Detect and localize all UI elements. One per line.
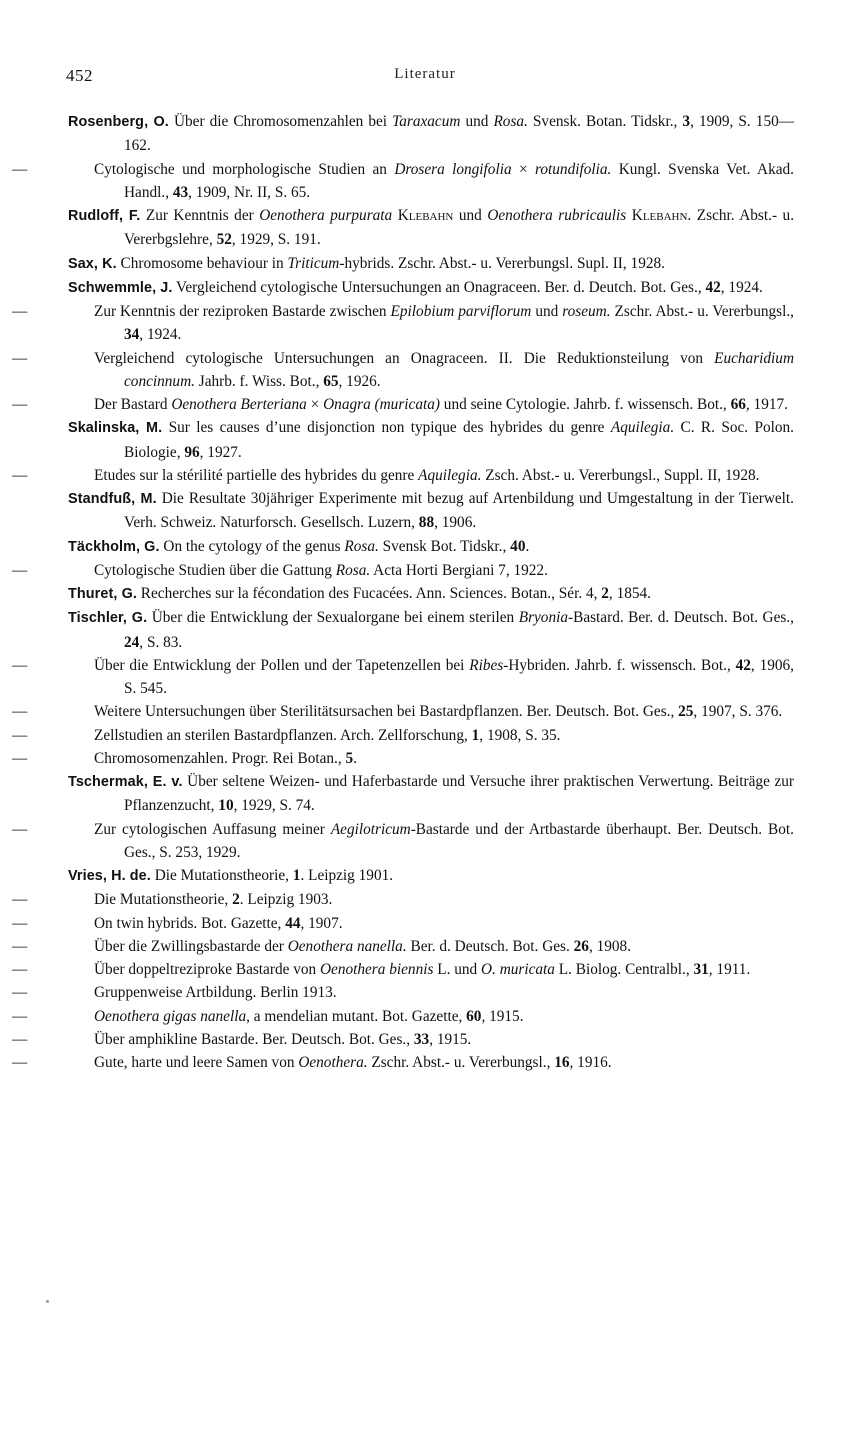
entry-citation: Oenothera gigas nanella, a mendelian mutant. Bot. Gazette, 60, 1915. xyxy=(94,1007,524,1025)
entry-author: Tschermak, E. v. xyxy=(68,774,183,790)
entry-citation: Über amphikline Bastarde. Ber. Deutsch. Bot. Ges., 33, 1915. xyxy=(94,1030,472,1048)
ditto-dash: — xyxy=(12,749,28,767)
ditto-dash: — xyxy=(12,937,28,955)
ditto-dash: — xyxy=(12,1007,28,1025)
scan-speck xyxy=(46,1300,49,1303)
entry-citation: Recherches sur la fécondation des Fucacées. Ann. Sciences. Botan., Sér. 4, 2, 1854. xyxy=(140,585,651,602)
bibliography-entry xyxy=(68,416,794,464)
bibliography-entry xyxy=(12,1051,794,1074)
bibliography-entry xyxy=(12,981,794,1004)
entry-author: Vries, H. de. xyxy=(68,868,151,884)
entry-citation: Über die Entwicklung der Sexualorgane bei einem sterilen Bryonia-Bastard. Ber. d. Deutsch. Bot. Ges., 24, S. 83. xyxy=(124,609,794,651)
ditto-dash: — xyxy=(12,466,28,484)
bibliography-entry xyxy=(12,158,794,205)
bibliography-entry xyxy=(12,958,794,981)
ditto-dash: — xyxy=(12,703,28,721)
entry-author: Standfuß, M. xyxy=(68,491,157,507)
entry-author: Sax, K. xyxy=(68,255,117,272)
entry-author: Thuret, G. xyxy=(68,586,137,602)
entry-citation: Weitere Untersuchungen über Sterilitätsursachen bei Bastardpflanzen. Ber. Deutsch. Bot. Ges., 25, 1907, S. 376. xyxy=(94,703,783,721)
ditto-dash: — xyxy=(12,561,28,579)
ditto-dash: — xyxy=(12,914,28,932)
entry-citation: Über seltene Weizen- und Haferbastarde und Versuche ihrer praktischen Verwertung. Beiträge zur Pflanzenzucht, 10, 1929, S. 74. xyxy=(124,773,794,815)
bibliography-entry xyxy=(68,582,794,606)
entry-citation: Cytologische und morphologische Studien an Drosera longifolia × rotundifolia. Kungl. Svenska Vet. Akad. Handl., 43, 1909, Nr. II, S. 65. xyxy=(94,160,794,201)
entry-citation: Gruppenweise Artbildung. Berlin 1913. xyxy=(94,984,337,1002)
entry-citation: Die Mutationstheorie, 2. Leipzig 1903. xyxy=(94,891,333,909)
entry-author: Skalinska, M. xyxy=(68,420,163,437)
entry-citation: Vergleichend cytologische Untersuchungen an Onagraceen. Ber. d. Deutch. Bot. Ges., 42, 1924. xyxy=(176,278,763,296)
bibliography-entry xyxy=(68,110,794,158)
bibliography-entry xyxy=(68,864,794,888)
entry-citation: Sur les causes d’une disjonction non typique des hybrides du genre Aquilegia. C. R. Soc. Polon. Biologie, 96, 1927. xyxy=(124,419,794,461)
bibliography-entry xyxy=(68,535,794,559)
entry-author: Rudloff, F. xyxy=(68,208,141,224)
entry-citation: Der Bastard Oenothera Berteriana × Onagra (muricata) und seine Cytologie. Jahrb. f. wissensch. Bot., 66, 1917. xyxy=(94,396,788,413)
bibliography-entry xyxy=(12,1028,794,1051)
bibliography-entry xyxy=(68,606,794,654)
ditto-dash: — xyxy=(12,1030,28,1048)
bibliography-entry xyxy=(68,276,794,300)
bibliography-entry xyxy=(12,300,794,347)
ditto-dash: — xyxy=(12,303,28,320)
bibliography-entry xyxy=(12,654,794,701)
bibliography-entry xyxy=(12,724,794,747)
ditto-dash: — xyxy=(12,726,28,744)
entry-citation: Über doppeltreziproke Bastarde von Oenothera biennis L. und O. muricata L. Biolog. Centralbl., 31, 1911. xyxy=(94,961,751,978)
ditto-dash: — xyxy=(12,656,28,674)
bibliography-entry xyxy=(12,347,794,394)
ditto-dash: — xyxy=(12,160,28,178)
entry-author: Schwemmle, J. xyxy=(68,279,173,296)
entry-citation: Chromosome behaviour in Triticum-hybrids. Zschr. Abst.- u. Vererbungsl. Supl. II, 1928. xyxy=(120,254,665,272)
bibliography-entry xyxy=(12,464,794,487)
entry-citation: Zur cytologischen Auffasung meiner Aegilotricum-Bastarde und der Artbastarde überhaupt. Ber. Deutsch. Bot. Ges., S. 253, 1929. xyxy=(94,820,794,861)
page-number: 452 xyxy=(66,66,93,85)
ditto-dash: — xyxy=(12,349,28,367)
entry-citation: Cytologische Studien über die Gattung Rosa. Acta Horti Bergiani 7, 1922. xyxy=(94,561,548,579)
entry-citation: Zur Kenntnis der Oenothera purpurata Klebahn und Oenothera rubricaulis Klebahn. Zschr. Abst.- u. Vererbgslehre, 52, 1929, S. 191. xyxy=(124,207,795,249)
bibliography-entry xyxy=(68,487,794,535)
bibliography-entry xyxy=(12,1005,794,1028)
entry-citation: Die Mutationstheorie, 1. Leipzig 1901. xyxy=(154,867,394,884)
entry-citation: Chromosomenzahlen. Progr. Rei Botan., 5. xyxy=(94,749,358,767)
entry-citation: On twin hybrids. Bot. Gazette, 44, 1907. xyxy=(94,914,343,932)
entry-citation: Zur Kenntnis der reziproken Bastarde zwischen Epilobium parviflorum und roseum. Zschr. Abst.- u. Vererbungsl., 34, 1924. xyxy=(94,303,794,344)
ditto-dash: — xyxy=(12,396,28,413)
entry-citation: Gute, harte und leere Samen von Oenothera. Zschr. Abst.- u. Vererbungsl., 16, 1916. xyxy=(94,1054,612,1071)
running-head: Literatur xyxy=(394,66,456,82)
entry-citation: Vergleichend cytologische Untersuchungen an Onagraceen. II. Die Reduktionsteilung von Eucharidium concinnum. Jahrb. f. Wiss. Bot., 65, 1926. xyxy=(94,349,794,390)
bibliography-entry xyxy=(12,393,794,416)
bibliography-entry xyxy=(12,888,794,911)
bibliography-entry xyxy=(12,747,794,770)
ditto-dash: — xyxy=(12,820,28,838)
entry-citation: On the cytology of the genus Rosa. Svensk Bot. Tidskr., 40. xyxy=(163,537,530,555)
bibliography-entry xyxy=(68,770,794,818)
entry-citation: Die Resultate 30jähriger Experimente mit bezug auf Artenbildung und Umgestaltung in der Tierwelt. Verh. Schweiz. Naturforsch. Gesellsch. Luzern, 88, 1906. xyxy=(124,490,795,532)
entry-citation: Über die Zwillingsbastarde der Oenothera nanella. Ber. d. Deutsch. Bot. Ges. 26, 1908. xyxy=(94,937,632,955)
bibliography-entry xyxy=(68,204,794,252)
entry-citation: Zellstudien an sterilen Bastardpflanzen. Arch. Zellforschung, 1, 1908, S. 35. xyxy=(94,726,561,744)
ditto-dash: — xyxy=(12,984,28,1002)
entry-citation: Etudes sur la stérilité partielle des hybrides du genre Aquilegia. Zsch. Abst.- u. Vererbungsl., Suppl. II, 1928. xyxy=(94,466,760,484)
bibliography-list xyxy=(12,110,795,1074)
bibliography-entry xyxy=(12,818,794,865)
ditto-dash: — xyxy=(12,1054,28,1071)
bibliography-entry xyxy=(12,559,794,582)
entry-author: Täckholm, G. xyxy=(68,538,160,555)
entry-author: Tischler, G. xyxy=(68,610,148,627)
ditto-dash: — xyxy=(12,961,28,978)
entry-author: Rosenberg, O. xyxy=(68,114,169,130)
bibliography-entry xyxy=(12,912,794,935)
entry-citation: Über die Entwicklung der Pollen und der Tapetenzellen bei Ribes-Hybriden. Jahrb. f. wissensch. Bot., 42, 1906, S. 545. xyxy=(94,656,794,697)
bibliography-entry xyxy=(12,700,794,723)
bibliography-entry xyxy=(68,252,794,276)
entry-citation: Über die Chromosomenzahlen bei Taraxacum und Rosa. Svensk. Botan. Tidskr., 3, 1909, S. 150—162. xyxy=(124,113,795,155)
bibliography-entry xyxy=(12,935,794,958)
ditto-dash: — xyxy=(12,891,28,909)
